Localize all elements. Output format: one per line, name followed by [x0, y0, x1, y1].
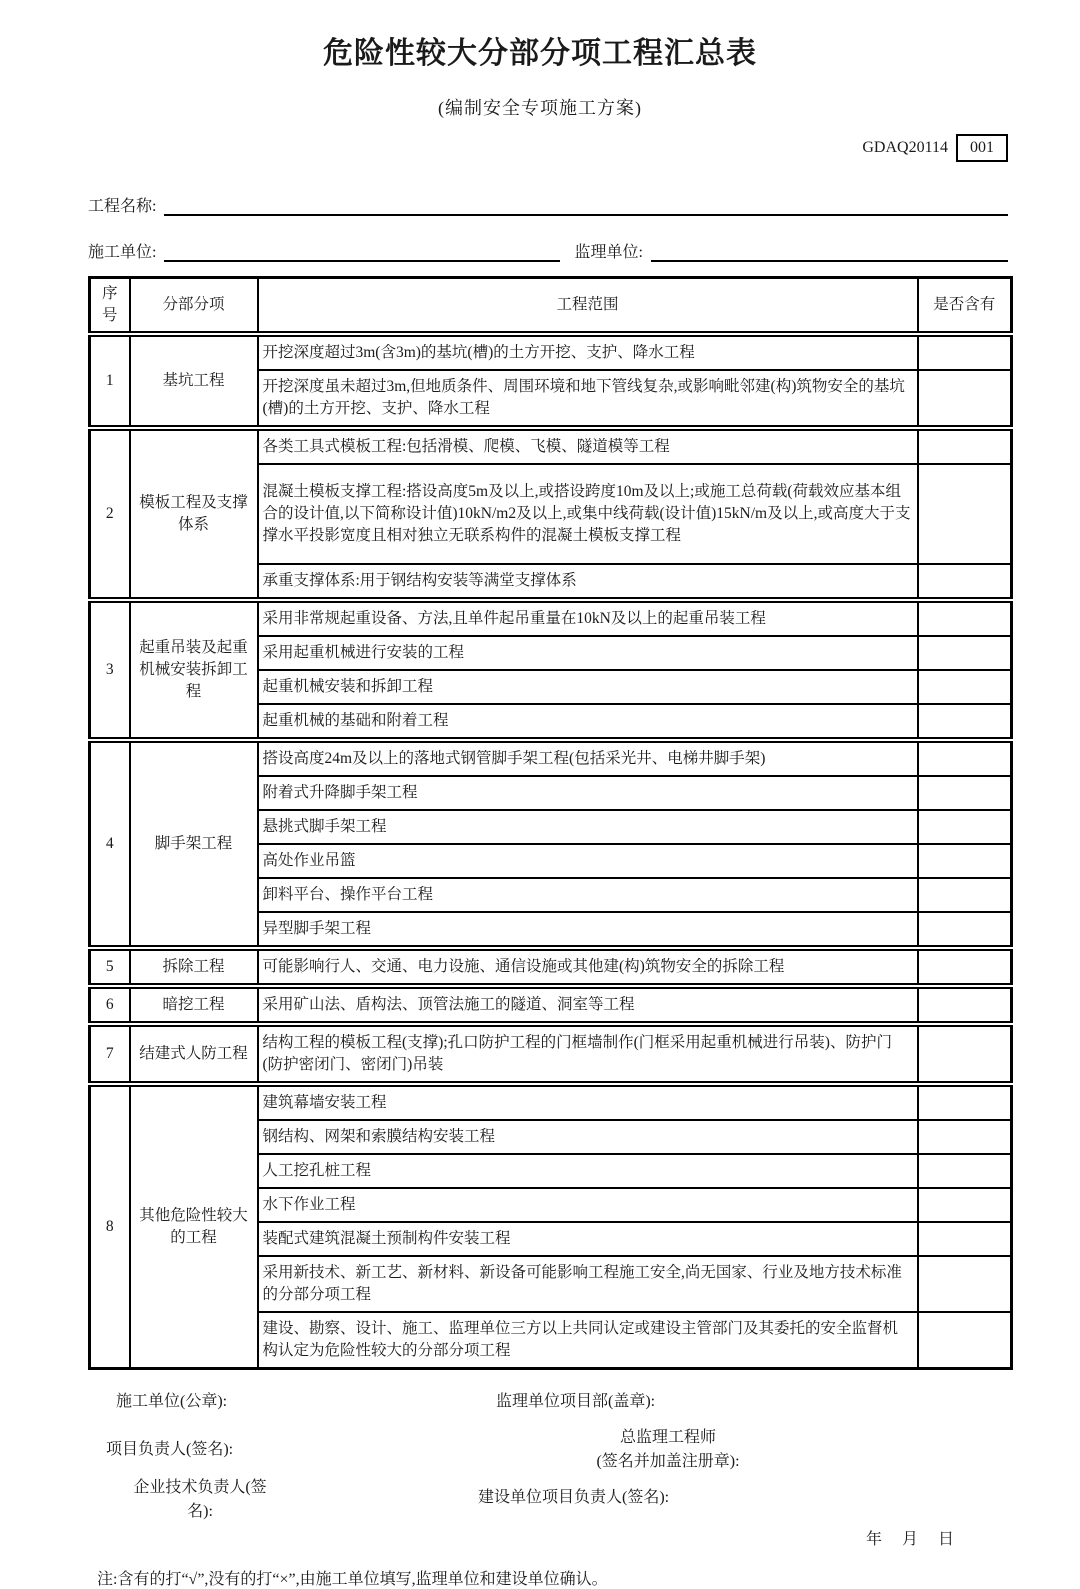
- contains-cell[interactable]: [918, 1024, 1012, 1084]
- page-subtitle: (编制安全专项施工方案): [438, 98, 642, 118]
- contains-cell[interactable]: [918, 1256, 1012, 1312]
- range-cell: 各类工具式模板工程:包括滑模、爬模、飞模、隧道模等工程: [258, 428, 918, 464]
- section-no: 5: [90, 948, 130, 986]
- table-row: [90, 428, 1012, 464]
- range-cell: 装配式建筑混凝土预制构件安装工程: [258, 1222, 918, 1256]
- section-no: 6: [90, 986, 130, 1024]
- contains-cell[interactable]: [918, 1188, 1012, 1222]
- construction-unit-seal-label: 施工单位(公章):: [116, 1393, 228, 1410]
- table-row: [90, 1024, 1012, 1084]
- range-cell: 混凝土模板支撑工程:搭设高度5m及以上,或搭设跨度10m及以上;或施工总荷载(荷载效应基本组合的设计值,以下简称设计值)10kN/m2及以上,或集中线荷载(设计值)15kN/m及以上,或高度大于支撑水平投影宽度且相对独立无联系构件的混凝土模板支撑工程: [258, 464, 918, 564]
- contains-cell[interactable]: [918, 912, 1012, 948]
- table-row: [90, 948, 1012, 986]
- construction-unit-blank[interactable]: [164, 240, 560, 262]
- contains-cell[interactable]: [918, 464, 1012, 564]
- chief-engineer-sign-note: (签名并加盖注册章):: [596, 1453, 740, 1470]
- section-no: 4: [90, 740, 130, 948]
- range-cell: 开挖深度超过3m(含3m)的基坑(槽)的土方开挖、支护、降水工程: [258, 334, 918, 370]
- range-cell: 起重机械的基础和附着工程: [258, 704, 918, 740]
- range-cell: 采用新技术、新工艺、新材料、新设备可能影响工程施工安全,尚无国家、行业及地方技术标准的分部分项工程: [258, 1256, 918, 1312]
- form-code: GDAQ20114: [862, 139, 948, 156]
- range-cell: 采用矿山法、盾构法、顶管法施工的隧道、洞室等工程: [258, 986, 918, 1024]
- project-name-label: 工程名称:: [88, 198, 157, 215]
- range-cell: 可能影响行人、交通、电力设施、通信设施或其他建(构)筑物安全的拆除工程: [258, 948, 918, 986]
- project-name-row: [88, 190, 1008, 216]
- page-title: 危险性较大分部分项工程汇总表: [323, 37, 757, 70]
- chief-supervision-engineer-label: [508, 1426, 828, 1474]
- contains-cell[interactable]: [918, 844, 1012, 878]
- range-cell: 高处作业吊篮: [258, 844, 918, 878]
- section-category: 结建式人防工程: [130, 1024, 258, 1084]
- range-cell: 建设、勘察、设计、施工、监理单位三方以上共同认定或建设主管部门及其委托的安全监督机构认定为危险性较大的分部分项工程: [258, 1312, 918, 1369]
- contains-cell[interactable]: [918, 670, 1012, 704]
- project-leader-sign-label: 项目负责人(签名):: [106, 1441, 234, 1458]
- contains-cell[interactable]: [918, 564, 1012, 600]
- range-cell: 水下作业工程: [258, 1188, 918, 1222]
- contains-cell[interactable]: [918, 1222, 1012, 1256]
- table-row: [90, 986, 1012, 1024]
- section-no: 1: [90, 334, 130, 428]
- range-cell: 搭设高度24m及以上的落地式钢管脚手架工程(包括采光井、电梯井脚手架): [258, 740, 918, 776]
- section-no: 8: [90, 1084, 130, 1369]
- section-category: 暗挖工程: [130, 986, 258, 1024]
- signature-left-column: [88, 1386, 478, 1552]
- contains-cell[interactable]: [918, 878, 1012, 912]
- section-category: 模板工程及支撑体系: [130, 428, 258, 600]
- chief-engineer-title: 总监理工程师: [619, 1429, 716, 1446]
- contains-cell[interactable]: [918, 776, 1012, 810]
- table-header-row: [90, 278, 1012, 335]
- contains-cell[interactable]: [918, 1120, 1012, 1154]
- supervision-unit-label: 监理单位:: [574, 244, 643, 261]
- header-contains: 是否含有: [918, 278, 1012, 335]
- range-cell: 异型脚手架工程: [258, 912, 918, 948]
- section-category: 基坑工程: [130, 334, 258, 428]
- supervision-unit-blank[interactable]: [651, 240, 1008, 262]
- range-cell: 建筑幕墙安装工程: [258, 1084, 918, 1120]
- form-code-row: [0, 134, 1008, 170]
- project-name-blank[interactable]: [164, 194, 1008, 216]
- table-row: [90, 740, 1012, 776]
- signature-right-column: [478, 1386, 1008, 1552]
- contains-cell[interactable]: [918, 334, 1012, 370]
- contains-cell[interactable]: [918, 1084, 1012, 1120]
- contains-cell[interactable]: [918, 948, 1012, 986]
- range-cell: 悬挑式脚手架工程: [258, 810, 918, 844]
- hazard-summary-table: [88, 276, 1013, 1370]
- range-cell: 开挖深度虽未超过3m,但地质条件、周围环境和地下管线复杂,或影响毗邻建(构)筑物安全的基坑(槽)的土方开挖、支护、降水工程: [258, 370, 918, 428]
- signature-area: [88, 1386, 1008, 1552]
- contains-cell[interactable]: [918, 1154, 1012, 1188]
- range-cell: 钢结构、网架和索膜结构安装工程: [258, 1120, 918, 1154]
- range-cell: 人工挖孔桩工程: [258, 1154, 918, 1188]
- owner-project-leader-sign-label: 建设单位项目负责人(签名):: [478, 1489, 670, 1506]
- section-category: 脚手架工程: [130, 740, 258, 948]
- contains-cell[interactable]: [918, 428, 1012, 464]
- enterprise-tech-leader-sign-label: 企业技术负责人(签名):: [133, 1479, 267, 1520]
- form-serial-box: 001: [956, 134, 1008, 162]
- range-cell: 承重支撑体系:用于钢结构安装等满堂支撑体系: [258, 564, 918, 600]
- header-no: 序号: [90, 278, 130, 335]
- section-category: 起重吊装及起重机械安装拆卸工程: [130, 600, 258, 740]
- contains-cell[interactable]: [918, 370, 1012, 428]
- section-no: 7: [90, 1024, 130, 1084]
- range-cell: 结构工程的模板工程(支撑);孔口防护工程的门框墙制作(门框采用起重机械进行吊装)、防护门(防护密闭门、密闭门)吊装: [258, 1024, 918, 1084]
- header-range: 工程范围: [258, 278, 918, 335]
- contains-cell[interactable]: [918, 810, 1012, 844]
- table-row: [90, 600, 1012, 636]
- range-cell: 起重机械安装和拆卸工程: [258, 670, 918, 704]
- range-cell: 卸料平台、操作平台工程: [258, 878, 918, 912]
- footnote: 注:含有的打“√”,没有的打“×”,由施工单位填写,监理单位和建设单位确认。: [97, 1571, 608, 1588]
- section-no: 2: [90, 428, 130, 600]
- contains-cell[interactable]: [918, 986, 1012, 1024]
- range-cell: 附着式升降脚手架工程: [258, 776, 918, 810]
- table-row: [90, 1084, 1012, 1120]
- contains-cell[interactable]: [918, 600, 1012, 636]
- range-cell: 采用起重机械进行安装的工程: [258, 636, 918, 670]
- range-cell: 采用非常规起重设备、方法,且单件起吊重量在10kN及以上的起重吊装工程: [258, 600, 918, 636]
- header-fields: [88, 190, 1008, 262]
- contains-cell[interactable]: [918, 740, 1012, 776]
- section-category: 拆除工程: [130, 948, 258, 986]
- section-category: 其他危险性较大的工程: [130, 1084, 258, 1369]
- contains-cell[interactable]: [918, 704, 1012, 740]
- supervision-dept-seal-label: 监理单位项目部(盖章):: [496, 1393, 656, 1410]
- section-no: 3: [90, 600, 130, 740]
- table-row: [90, 334, 1012, 370]
- construction-unit-label: 施工单位:: [88, 244, 157, 261]
- contains-cell[interactable]: [918, 636, 1012, 670]
- units-row: [88, 236, 1008, 262]
- header-category: 分部分项: [130, 278, 258, 335]
- date-line: 年 月 日: [865, 1531, 956, 1548]
- contains-cell[interactable]: [918, 1312, 1012, 1369]
